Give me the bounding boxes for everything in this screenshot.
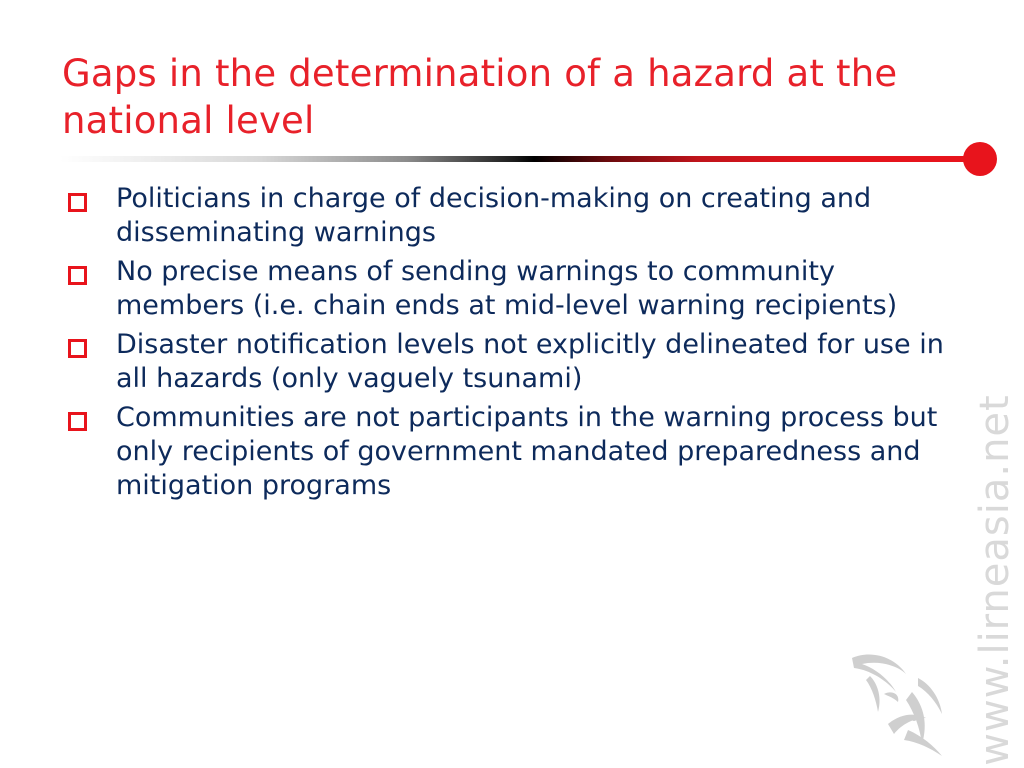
- watermark-url: www.lirneasia.net: [972, 394, 1018, 766]
- hollow-square-icon: [68, 412, 87, 431]
- bullet-text: Disaster notification levels not explicitly delineated for use in all hazards (only vaguely tsunami): [116, 329, 944, 394]
- bullet-text: Communities are not participants in the warning process but only recipients of government mandated preparedness and mitigation programs: [116, 402, 938, 501]
- title-divider: [60, 155, 972, 163]
- bullet-item: [68, 401, 958, 503]
- hollow-square-icon: [68, 266, 87, 285]
- hollow-square-icon: [68, 339, 87, 358]
- slide-title: Gaps in the determination of a hazard at the national level: [62, 52, 898, 142]
- lirneasia-logo-icon: [848, 648, 960, 758]
- hollow-square-icon: [68, 193, 87, 212]
- bullet-item: [68, 182, 958, 250]
- bullet-text: No precise means of sending warnings to community members (i.e. chain ends at mid-level warning recipients): [116, 256, 898, 321]
- divider-gradient-line: [60, 156, 972, 162]
- divider-end-dot: [963, 142, 997, 176]
- bullet-item: [68, 255, 958, 323]
- bullet-item: [68, 328, 958, 396]
- bullet-text: Politicians in charge of decision-making on creating and disseminating warnings: [116, 183, 872, 248]
- bullet-list: [68, 182, 958, 508]
